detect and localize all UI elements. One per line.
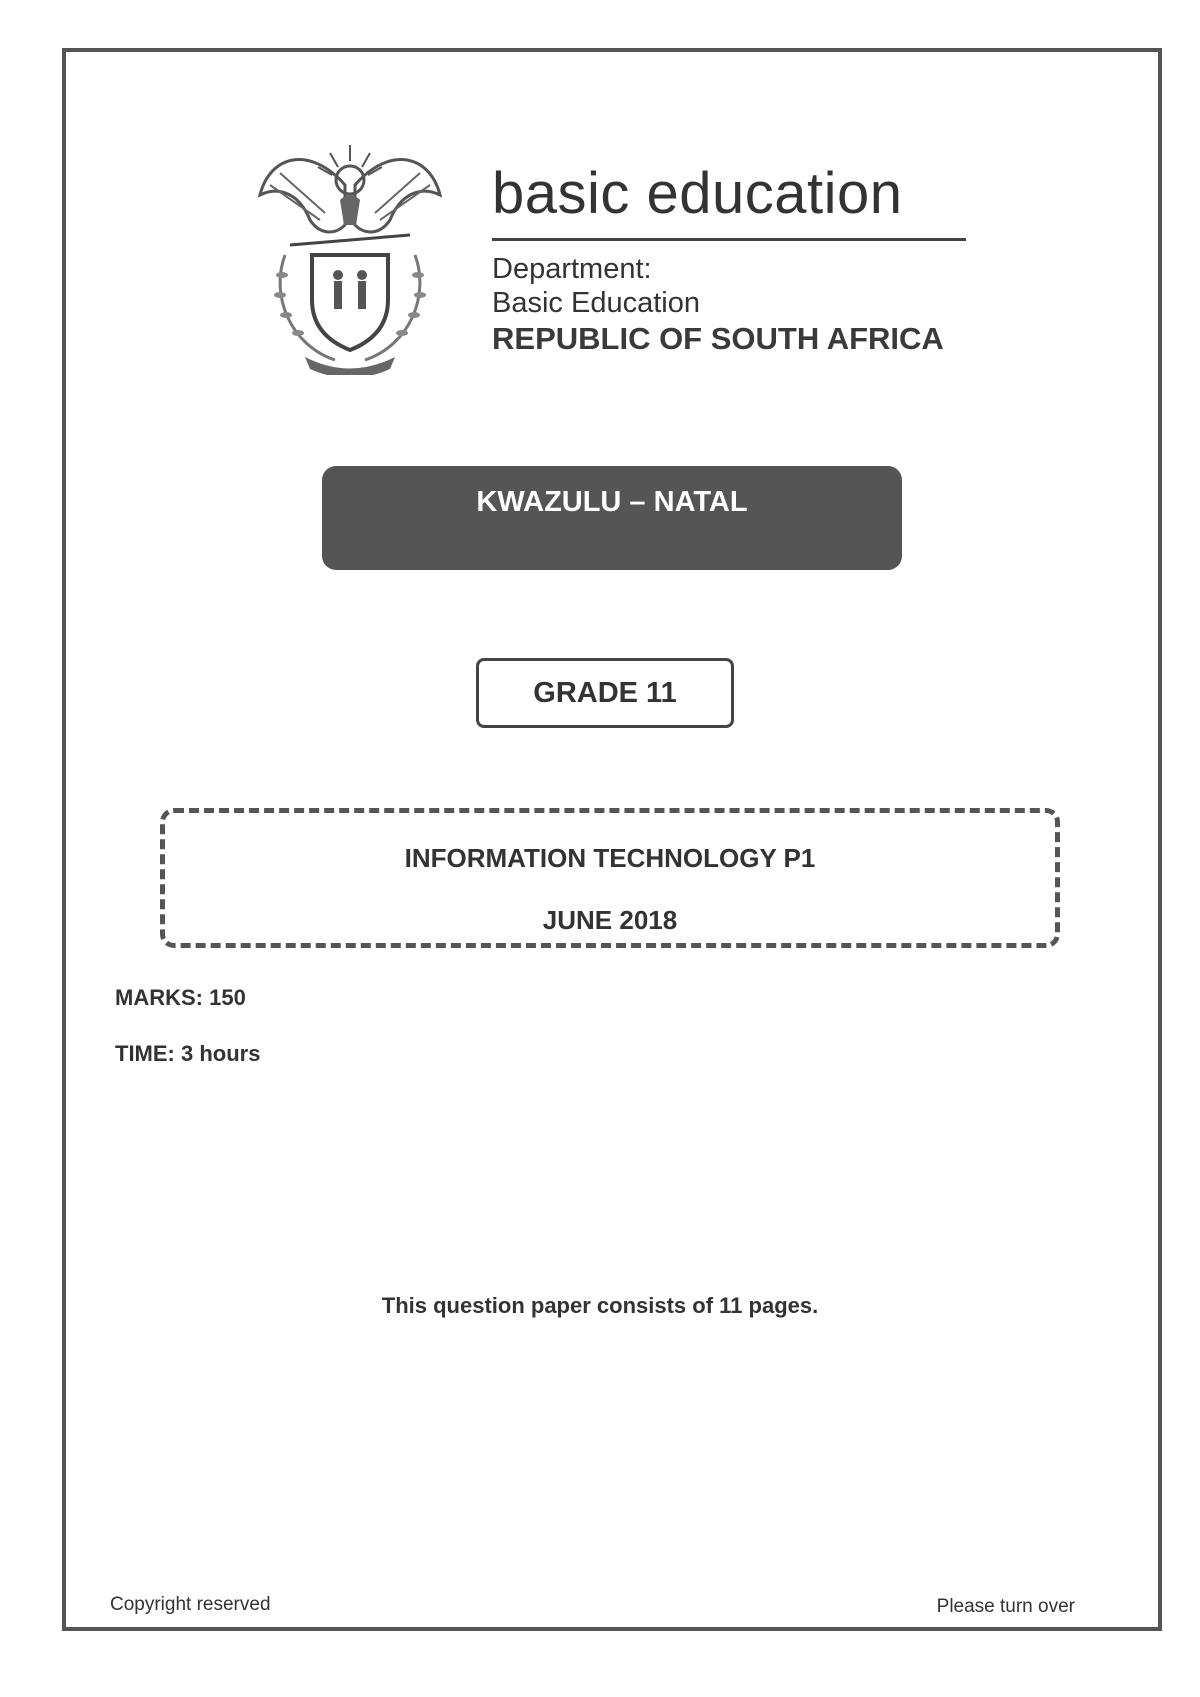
coat-of-arms-icon: [250, 125, 450, 375]
footer-copyright: Copyright reserved: [110, 1594, 271, 1615]
subject-title: INFORMATION TECHNOLOGY P1: [404, 843, 816, 873]
page-count-notice: This question paper consists of 11 pages.: [381, 1293, 819, 1318]
subject-box: [160, 808, 1060, 948]
grade-box: GRADE 11: [476, 658, 734, 728]
department-label: Department:: [492, 253, 652, 285]
brand-underline: [492, 238, 966, 241]
department-name: Basic Education: [492, 287, 700, 319]
exam-date: JUNE 2018: [542, 905, 678, 935]
marks-label: MARKS: 150: [115, 985, 246, 1010]
footer-turn-over: Please turn over: [936, 1596, 1075, 1617]
country-name: REPUBLIC OF SOUTH AFRICA: [492, 321, 944, 356]
province-banner: KWAZULU – NATAL: [322, 466, 902, 570]
brand-title: basic education: [492, 161, 903, 226]
time-label: TIME: 3 hours: [115, 1041, 261, 1066]
